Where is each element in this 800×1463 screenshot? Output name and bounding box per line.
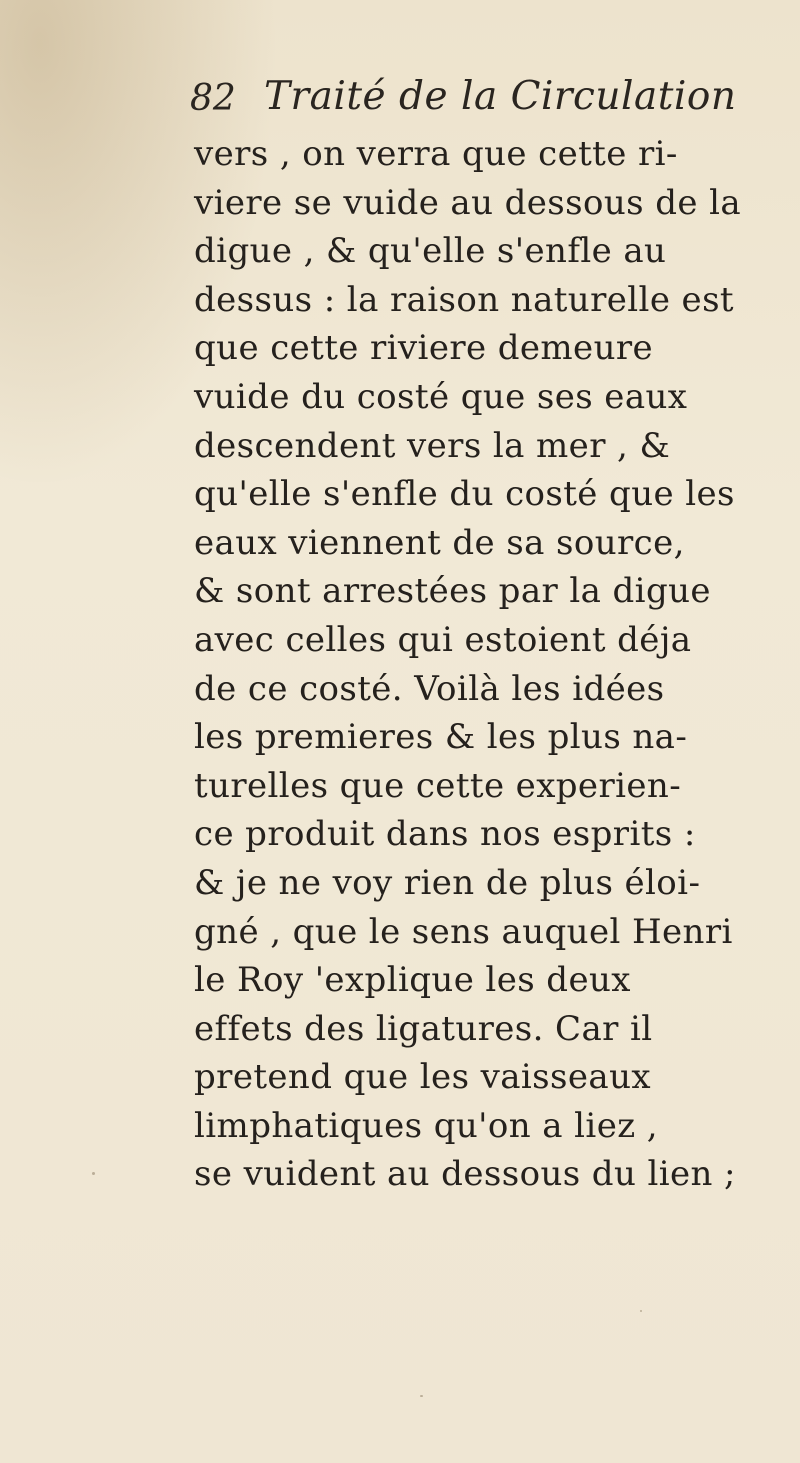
running-title: Traité de la Circulation — [264, 74, 737, 119]
text-line: le Roy 'explique les deux — [194, 960, 631, 1001]
text-line: gné , que le sens auquel Henri — [194, 911, 733, 952]
text-line: avec celles qui estoient déja — [194, 619, 692, 660]
paper-speck — [420, 1395, 423, 1397]
page-number: 82 — [190, 78, 236, 119]
text-line: pretend que les vaisseaux — [194, 1057, 651, 1098]
body-text — [194, 130, 784, 1199]
text-line: vers , on verra que cette ri- — [194, 134, 678, 174]
paper-speck — [640, 1310, 642, 1312]
text-line: descendent vers la mer , & — [194, 425, 671, 466]
text-line: vuide du costé que ses eaux — [194, 376, 688, 417]
text-line: digue , & qu'elle s'enfle au — [194, 231, 667, 272]
text-line: viere se vuide au dessous de la — [194, 182, 742, 223]
page-header — [190, 70, 750, 126]
text-line: de ce costé. Voilà les idées — [194, 668, 665, 709]
text-line: & sont arrestées par la digue — [194, 571, 711, 612]
text-line: & je ne voy rien de plus éloi- — [194, 862, 701, 903]
text-line: se vuident au dessous du lien ; — [194, 1154, 736, 1195]
text-line: limphatiques qu'on a liez , — [194, 1105, 658, 1146]
text-line: effets des ligatures. Car il — [194, 1008, 653, 1049]
text-line: eaux viennent de sa source, — [194, 522, 685, 563]
text-line: ce produit dans nos esprits : — [194, 814, 696, 855]
paper-speck — [92, 1172, 95, 1175]
text-line: que cette riviere demeure — [194, 328, 654, 369]
text-line: qu'elle s'enfle du costé que les — [194, 474, 735, 515]
text-line: les premieres & les plus na- — [194, 717, 688, 758]
text-line: turelles que cette experien- — [194, 765, 682, 806]
text-line: dessus : la raison naturelle est — [194, 279, 734, 320]
